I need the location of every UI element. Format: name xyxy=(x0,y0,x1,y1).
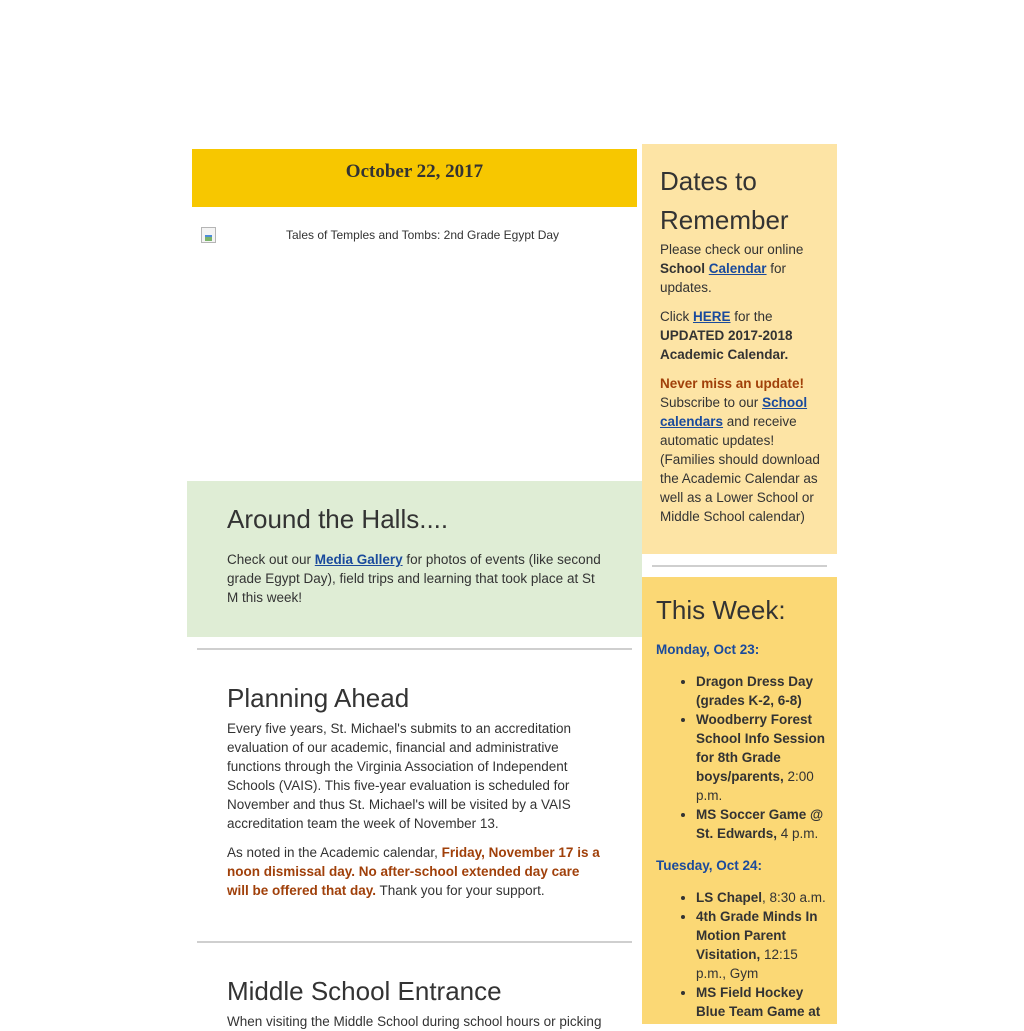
event-title: MS Field Hockey Blue Team Game at xyxy=(696,985,821,1019)
section-divider xyxy=(197,648,632,650)
subscribe-note-part: and receive automatic updates! (Families should download the Academic Calendar as well as a Lower School or Middle School calendar) xyxy=(660,414,820,524)
day-label: Monday, Oct 23 xyxy=(656,642,755,657)
broken-image-icon xyxy=(201,227,216,243)
monday-events xyxy=(656,672,828,843)
academic-note-part: for the xyxy=(730,309,773,324)
note-text-part: Thank you for your support. xyxy=(376,883,545,898)
day-heading-monday: Monday, Oct 23: xyxy=(656,642,760,657)
here-link[interactable]: HERE xyxy=(693,309,731,324)
academic-note-part: Click xyxy=(660,309,693,324)
around-the-halls-title: Around the Halls.... xyxy=(227,504,449,534)
school-calendars-link[interactable]: School calendars xyxy=(660,395,808,429)
event-item xyxy=(696,805,828,843)
planning-ahead-title: Planning Ahead xyxy=(227,683,410,713)
calendar-note-part: for updates. xyxy=(660,261,787,295)
this-week-title: This Week: xyxy=(656,595,786,625)
academic-calendar-bold: UPDATED 2017-2018 Academic Calendar. xyxy=(660,328,793,362)
newsletter-date: October 22, 2017 xyxy=(345,161,484,182)
day-heading-tuesday: Tuesday, Oct 24: xyxy=(656,858,763,873)
subscribe-note xyxy=(660,374,830,526)
calendar-note xyxy=(660,240,830,297)
calendar-note-part: Please check our online xyxy=(660,242,804,257)
event-title: MS Soccer Game @ St. Edwards, xyxy=(696,807,824,841)
tuesday-events xyxy=(656,888,828,1021)
noon-dismissal-highlight: Friday, November 17 is a noon dismissal day. No after-school extended day care will be offered that day. xyxy=(227,845,600,898)
around-the-halls-text xyxy=(227,550,607,607)
event-detail: 12:15 p.m., Gym xyxy=(696,947,798,981)
media-gallery-link[interactable]: Media Gallery xyxy=(314,552,403,567)
event-item xyxy=(696,672,828,710)
dates-to-remember-title: Dates to Remember xyxy=(660,166,789,235)
subscribe-note-part: Subscribe to our xyxy=(660,395,763,410)
event-title: LS Chapel xyxy=(696,890,763,905)
event-detail: , 8:30 a.m. xyxy=(762,890,826,905)
school-calendar-link[interactable]: Calendar xyxy=(708,261,767,276)
date-header-bar xyxy=(192,149,637,207)
never-miss-update: Never miss an update! xyxy=(660,376,805,391)
event-title: Dragon Dress Day (grades K-2, 6-8) xyxy=(696,674,814,708)
event-detail: 4 p.m. xyxy=(777,826,819,841)
section-divider xyxy=(197,941,632,943)
event-item xyxy=(696,710,828,805)
event-detail: 2:00 p.m. xyxy=(696,769,814,803)
calendar-note-bold: School xyxy=(660,261,709,276)
event-title: 4th Grade Minds In Motion Parent Visitation, xyxy=(696,909,818,962)
day-label: Tuesday, Oct 24 xyxy=(656,858,758,873)
event-item xyxy=(696,888,828,907)
halls-text-part: Check out our xyxy=(227,552,315,567)
ms-entrance-title: Middle School Entrance xyxy=(227,976,502,1006)
event-item xyxy=(696,983,828,1021)
hero-image[interactable] xyxy=(201,227,631,467)
halls-text-part: for photos of events (like second grade Egypt Day), field trips and learning that took place at St M this week! xyxy=(227,552,601,605)
note-text-part: As noted in the Academic calendar, xyxy=(227,845,442,860)
ms-entrance-text: When visiting the Middle School during school hours or picking xyxy=(227,1014,602,1029)
academic-calendar-note xyxy=(660,307,830,364)
event-item xyxy=(696,907,828,983)
noon-dismissal-note xyxy=(227,843,602,900)
sidebar-divider xyxy=(652,565,827,567)
planning-ahead-paragraph: Every five years, St. Michael's submits to an accreditation evaluation of our academic, financial and administrative functions through the Virginia Association of Independent Schools (VAIS). This five-year evaluation is scheduled for November and thus St. Michael's will be visited by a VAIS accreditation team the week of November 13. xyxy=(227,721,571,831)
event-title: Woodberry Forest School Info Session for 8th Grade boys/parents, xyxy=(696,712,826,784)
hero-image-alt-text: Tales of Temples and Tombs: 2nd Grade Egypt Day xyxy=(286,228,560,242)
